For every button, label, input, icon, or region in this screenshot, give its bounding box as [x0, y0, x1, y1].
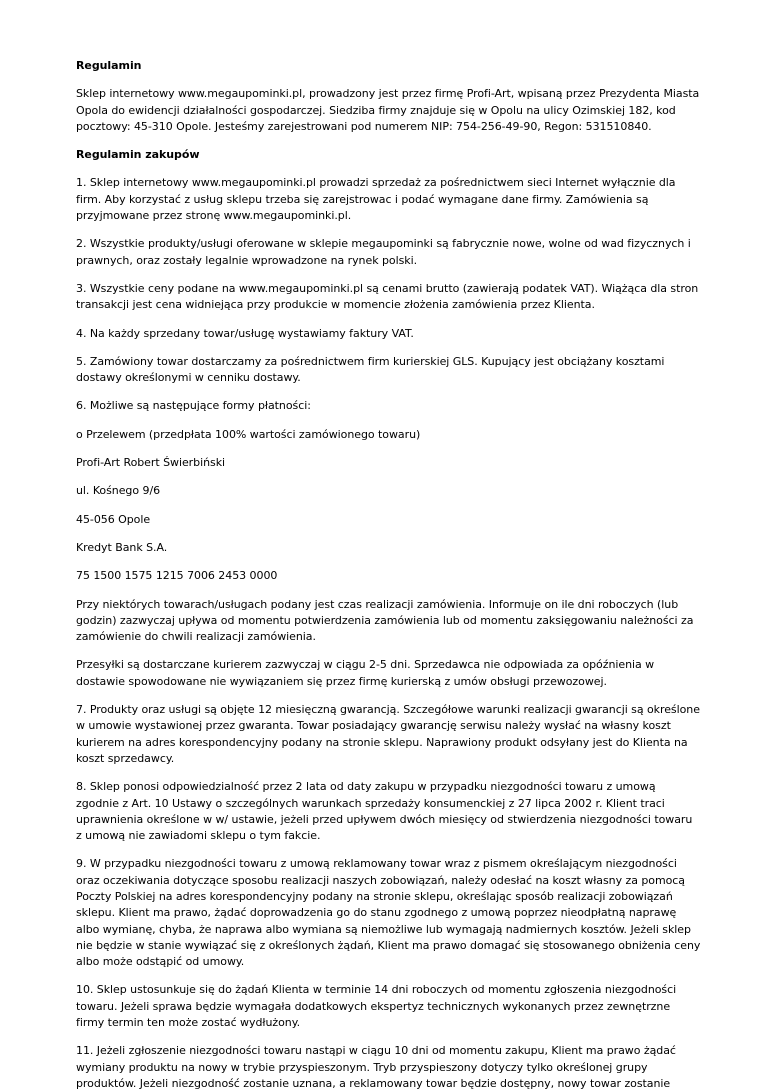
- paragraph-8: 8. Sklep ponosi odpowiedzialność przez 2 lata od daty zakupu w przypadku niezgodności towaru z umową zgodnie z Art. 10 Ustawy o szczególnych warunkach sprzedaży konsumenckiej z 27 lipca 2002 r. Klient traci uprawnienia określone w w/ ustawie, jeżeli przed upływem dwóch miesięcy od stwierdzenia niezgodności towaru z umową nie zawiadomi sklepu o tym fakcie.: [76, 780, 693, 843]
- realization-time-paragraph: Przy niektórych towarach/usługach podany jest czas realizacji zamówienia. Informuje on ile dni roboczych (lub godzin) zazwyczaj upływa od momentu potwierdzenia zamówienia lub od momentu zaksięgowaniu należności za zamówienie do chwili realizacji zamówienia.: [76, 597, 694, 644]
- paragraph-11: 11. Jeżeli zgłoszenie niezgodności towaru nastąpi w ciągu 10 dni od momentu zakupu, Klient ma prawo żądać wymiany produktu na nowy w trybie przyspieszonym. Tryb przyspieszony dotyczy tylko określonej grupy produktów. Jeżeli niezgodność zostanie uznana, a reklamowany towar będzie dostępny, nowy towar zostanie: [76, 1044, 676, 1090]
- paragraph-5: 5. Zamówiony towar dostarczamy za pośrednictwem firm kurierskiej GLS. Kupujący jest obciążany kosztami dostawy określonymi w cenniku dostawy.: [76, 354, 665, 385]
- paragraph-6: 6. Możliwe są następujące formy płatności:: [76, 399, 311, 413]
- paragraph-4: 4. Na każdy sprzedany towar/usługę wystawiamy faktury VAT.: [76, 326, 414, 340]
- paragraph-10: 10. Sklep ustosunkuje się do żądań Klienta w terminie 14 dni roboczych od momentu zgłoszenia niezgodności towaru. Jeżeli sprawa będzie wymagała dodatkowych ekspertyz technicznych wykonanych przez zewnętrzne firmy termin ten może zostać wydłużony.: [76, 983, 677, 1030]
- paragraph-3: 3. Wszystkie ceny podane na www.megaupominki.pl są cenami brutto (zawierają podatek VAT). Wiążąca dla stron transakcji jest cena widniejąca przy produkcie w momencie złożenia zamówienia przez Klienta.: [76, 281, 699, 312]
- payment-method: o Przelewem (przedpłata 100% wartości zamówionego towaru): [76, 427, 421, 441]
- bank-name: Kredyt Bank S.A.: [76, 540, 168, 554]
- delivery-paragraph: Przesyłki są dostarczane kurierem zazwyczaj w ciągu 2-5 dni. Sprzedawca nie odpowiada za opóźnienia w dostawie spowodowane nie wywiązaniem się przez firmę kurierską z umów obsługi przewozowej.: [76, 658, 655, 688]
- section-title: Regulamin zakupów: [76, 148, 200, 162]
- intro-paragraph: Sklep internetowy www.megaupominki.pl, prowadzony jest przez firmę Profi-Art, wpisaną przez Prezydenta Miasta Opola do ewidencji działalności gospodarczej. Siedziba firmy znajduje się w Opolu na ulicy Ozimskiej 182, kod pocztowy: 45-310 Opole. Jesteśmy zarejestrowani pod numerem NIP: 754-256-49-90, Regon: 531510840.: [76, 87, 700, 133]
- account-street: ul. Kośnego 9/6: [76, 484, 161, 498]
- paragraph-2: 2. Wszystkie produkty/usługi oferowane w sklepie megaupominki są fabrycznie nowe, wolne od wad fizycznych i prawnych, oraz zostały legalnie wprowadzone na rynek polski.: [76, 237, 691, 267]
- account-holder: Profi-Art Robert Świerbiński: [76, 456, 226, 470]
- bank-account-number: 75 1500 1575 1215 7006 2453 0000: [76, 569, 278, 583]
- document-body: [76, 58, 701, 1092]
- paragraph-7: 7. Produkty oraz usługi są objęte 12 miesięczną gwarancją. Szczegółowe warunki realizacji gwarancji są określone w umowie wystawionej przez gwaranta. Towar posiadający gwarancję serwisu należy wysłać na własny koszt kurierem na adres korespondencyjny podany na stronie sklepu. Naprawiony produkt odsyłany jest do Klienta na koszt sprzedawcy.: [76, 703, 700, 765]
- page-title: Regulamin: [76, 59, 142, 72]
- paragraph-1: 1. Sklep internetowy www.megaupominki.pl prowadzi sprzedaż za pośrednictwem sieci Internet wyłącznie dla firm. Aby korzystać z usług sklepu trzeba się zarejstrowac i podać wymagane dane firmy. Zamówienia są przyjmowane przez stronę www.megaupominki.pl.: [76, 176, 676, 223]
- account-city: 45-056 Opole: [76, 512, 151, 526]
- paragraph-9: 9. W przypadku niezgodności towaru z umową reklamowany towar wraz z pismem określającym niezgodności oraz oczekiwania dotyczące sposobu realizacji naszych zobowiązań, należy odesłać na koszt własny za pomocą Poczty Polskiej na adres korespondencyjny podany na stronie sklepu, określając sposób realizacji zobowiązań sklepu. Klient ma prawo, żądać doprowadzenia go do stanu zgodnego z umową poprzez nieodpłatną naprawę albo wymianę, chyba, że naprawa albo wymiana są niemożliwe lub wymagają nadmiernych kosztów. Jeżeli sklep nie będzie w stanie wywiązać się z określonych żądań, Klient ma prawo domagać się stosowanego obniżenia ceny albo może odstąpić od umowy.: [76, 857, 701, 969]
